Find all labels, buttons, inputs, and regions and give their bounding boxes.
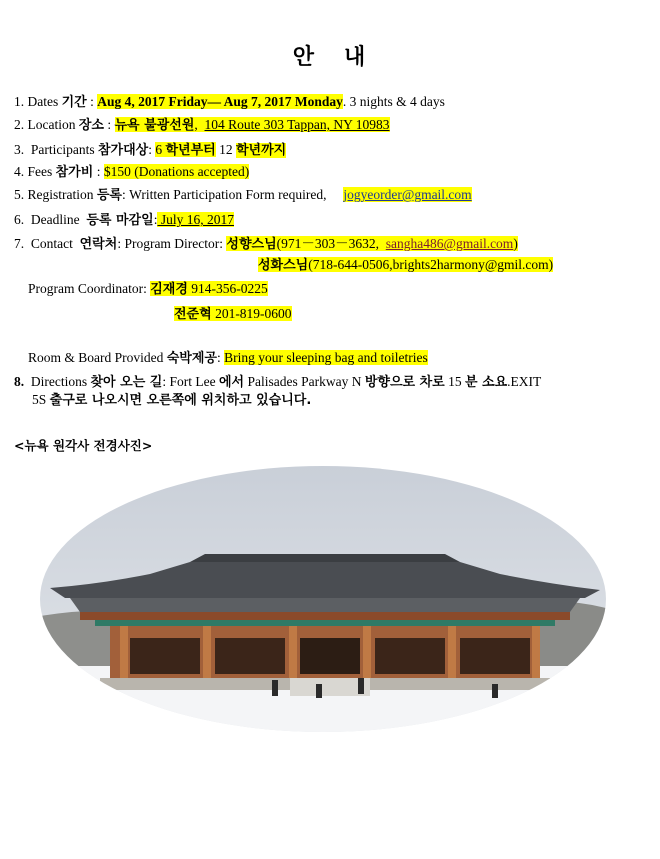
room-value: Bring your sleeping bag and toiletries [224, 350, 428, 365]
item-deadline: 6. Deadline 등록 마감일: July 16, 2017 [14, 212, 234, 228]
contact-director-2: 성화스님(718-644-0506,brights2harmony@gmil.com) [258, 257, 554, 273]
title-char-1: 안 [292, 45, 316, 70]
item-contact: 7. Contact 연락처: Program Director: 성향스님(971－303－3632, sangha486@gmail.com) [14, 236, 518, 252]
photo-caption: <뉴욕 원각사 전경사진> [14, 438, 153, 453]
director-email-link[interactable]: sangha486@gmail.com [385, 236, 514, 251]
item-registration: 5. Registration 등록: Written Participation Form required, jogyeorder@gmail.com [14, 187, 472, 203]
item-participants: 3. Participants 참가대상: 6 학년부터 12 학년까지 [14, 142, 287, 158]
item-directions: 8. Directions 찾아 오는 길: Fort Lee 에서 Palisades Parkway N 방향으로 차로 15 분 소요.EXIT [14, 374, 542, 390]
item-dates: 1. Dates 기간 : Aug 4, 2017 Friday— Aug 7, 2017 Monday. 3 nights & 4 days [14, 94, 445, 110]
deadline-value: July 16, 2017 [157, 212, 234, 227]
location-address: 104 Route 303 Tappan, NY 10983 [204, 117, 390, 132]
item-location: 2. Location 장소 : 뉴욕 불광선원, 104 Route 303 Tappan, NY 10983 [14, 117, 390, 133]
contact-coordinator-2: 전준혁 201-819-0600 [174, 306, 292, 322]
item-room-board: Room & Board Provided 숙박제공: Bring your sleeping bag and toiletries [28, 350, 428, 366]
title-char-2: 내 [344, 45, 368, 70]
fees-value: $150 (Donations accepted) [103, 164, 250, 179]
registration-email-link[interactable]: jogyeorder@gmail.com [343, 187, 472, 202]
contact-coordinator-1: Program Coordinator: 김재경 914-356-0225 [28, 281, 268, 297]
directions-line-2: 5S 출구로 나오시면 오른쪽에 위치하고 있습니다. [32, 392, 312, 408]
item-fees: 4. Fees 참가비 : $150 (Donations accepted) [14, 164, 250, 180]
page-title [0, 40, 660, 71]
dates-value: Aug 4, 2017 Friday— Aug 7, 2017 Monday [97, 94, 343, 109]
temple-photo [40, 466, 606, 732]
